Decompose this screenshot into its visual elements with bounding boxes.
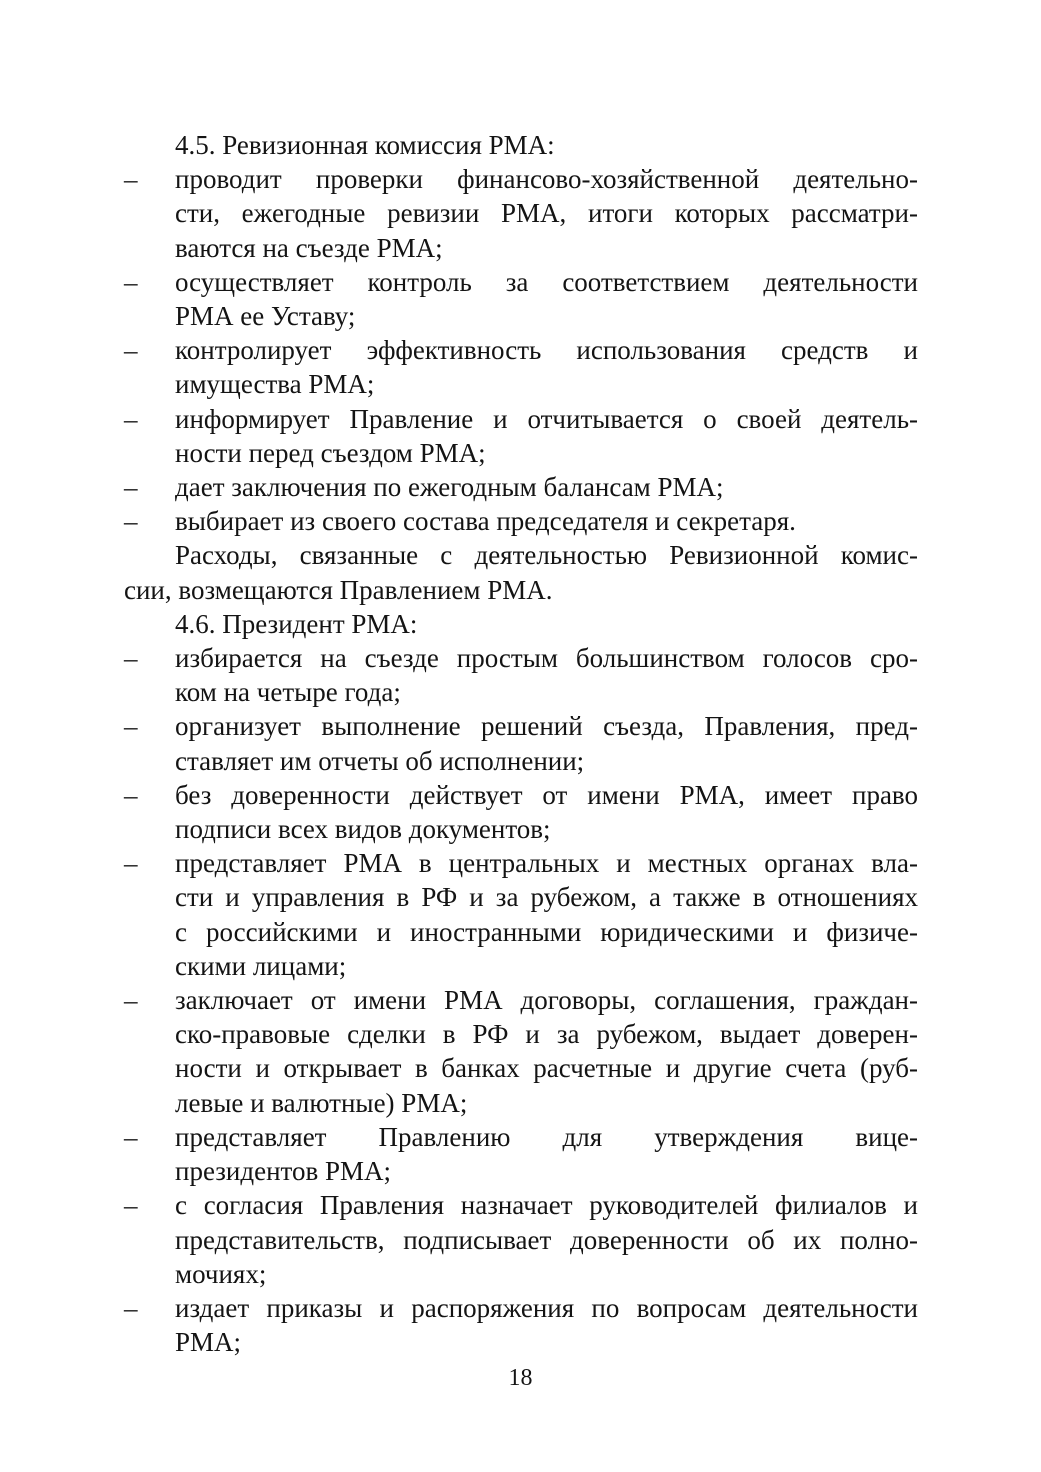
text-line: организует выполнение решений съезда, Правления, пред- bbox=[175, 711, 918, 742]
list-item-text bbox=[175, 470, 918, 504]
list-item bbox=[124, 846, 918, 983]
list-item bbox=[124, 641, 918, 709]
text-line: осуществляет контроль за соответствием деятельности bbox=[175, 266, 918, 297]
list-item bbox=[124, 1291, 918, 1359]
text-line: скими лицами; bbox=[175, 950, 347, 981]
list-item bbox=[124, 470, 918, 504]
text-line: представляет Правлению для утверждения вице- bbox=[175, 1121, 918, 1152]
text-line: президентов РМА; bbox=[175, 1156, 392, 1187]
text-line: Расходы, связанные с деятельностью Ревизионной комис- bbox=[175, 540, 918, 571]
text-line: РМА; bbox=[175, 1327, 242, 1358]
bullet-dash: – bbox=[124, 779, 138, 810]
text-line: сти, ежегодные ревизии РМА, итоги которых рассматри- bbox=[175, 198, 918, 229]
text-line: подписи всех видов документов; bbox=[175, 814, 551, 845]
list-item bbox=[124, 402, 918, 470]
list-item bbox=[124, 265, 918, 333]
text-line: представляет РМА в центральных и местных органах вла- bbox=[175, 848, 918, 879]
list-item-text bbox=[175, 504, 918, 538]
text-line: ности перед съездом РМА; bbox=[175, 437, 486, 468]
text-line: представительств, подписывает доверенности об их полно- bbox=[175, 1224, 918, 1255]
text-line: информирует Правление и отчитывается о своей деятель- bbox=[175, 403, 918, 434]
list-item bbox=[124, 504, 918, 538]
page-number: 18 bbox=[508, 1365, 533, 1391]
bullet-dash: – bbox=[124, 985, 138, 1016]
bullet-dash: – bbox=[124, 403, 138, 434]
text-line: ности и открывает в банках расчетные и другие счета (руб- bbox=[175, 1053, 918, 1084]
list-item bbox=[124, 1120, 918, 1188]
bullet-dash: – bbox=[124, 164, 138, 195]
text-line: РМА ее Уставу; bbox=[175, 301, 356, 332]
closing-paragraph bbox=[124, 538, 918, 606]
text-line: избирается на съезде простым большинством голосов сро- bbox=[175, 643, 918, 674]
bullet-dash: – bbox=[124, 266, 138, 297]
list-item-text bbox=[175, 709, 918, 777]
list-item-text bbox=[175, 641, 918, 709]
text-line: ком на четыре года; bbox=[175, 677, 401, 708]
bullet-dash: – bbox=[124, 506, 138, 537]
list-item bbox=[124, 162, 918, 265]
section-heading: 4.5. Ревизионная комиссия РМА: bbox=[175, 130, 555, 160]
text-line: мочиях; bbox=[175, 1258, 267, 1289]
list-item bbox=[124, 983, 918, 1120]
list-item-text bbox=[175, 1120, 918, 1188]
list-item-text bbox=[175, 846, 918, 983]
text-line: сти и управления в РФ и за рубежом, а также в отношениях bbox=[175, 882, 918, 913]
bullet-dash: – bbox=[124, 335, 138, 366]
list-item-text bbox=[175, 333, 918, 401]
list-item bbox=[124, 709, 918, 777]
text-line: контролирует эффективность использования средств и bbox=[175, 335, 918, 366]
text-line: с согласия Правления назначает руководителей филиалов и bbox=[175, 1190, 918, 1221]
text-line: дает заключения по ежегодным балансам РМА; bbox=[175, 472, 724, 503]
text-line: ваются на съезде РМА; bbox=[175, 232, 443, 263]
bullet-dash: – bbox=[124, 1190, 138, 1221]
text-line: сии, возмещаются Правлением РМА. bbox=[124, 574, 553, 605]
list-item-text bbox=[175, 778, 918, 846]
text-line: левые и валютные) РМА; bbox=[175, 1087, 468, 1118]
bullet-dash: – bbox=[124, 1292, 138, 1323]
text-line: без доверенности действует от имени РМА, имеет право bbox=[175, 779, 918, 810]
list-item-text bbox=[175, 162, 918, 265]
text-line: выбирает из своего состава председателя и секретаря. bbox=[175, 506, 796, 537]
text-line: ско-правовые сделки в РФ и за рубежом, выдает доверен- bbox=[175, 1019, 918, 1050]
text-line: имущества РМА; bbox=[175, 369, 375, 400]
list-item-text bbox=[175, 983, 918, 1120]
bullet-dash: – bbox=[124, 472, 138, 503]
bullet-dash: – bbox=[124, 1121, 138, 1152]
list-item bbox=[124, 1188, 918, 1291]
list-item-text bbox=[175, 402, 918, 470]
list-item-text bbox=[175, 1291, 918, 1359]
bullet-dash: – bbox=[124, 711, 138, 742]
list-item bbox=[124, 778, 918, 846]
list-item-text bbox=[175, 1188, 918, 1291]
text-line: ставляет им отчеты об исполнении; bbox=[175, 745, 585, 776]
list-item bbox=[124, 333, 918, 401]
text-line: проводит проверки финансово-хозяйственной деятельно- bbox=[175, 164, 918, 195]
bullet-dash: – bbox=[124, 848, 138, 879]
bullet-dash: – bbox=[124, 643, 138, 674]
text-line: издает приказы и распоряжения по вопросам деятельности bbox=[175, 1292, 918, 1323]
section-heading: 4.6. Президент РМА: bbox=[175, 608, 418, 639]
page-body bbox=[124, 128, 918, 1359]
text-line: с российскими и иностранными юридическими и физиче- bbox=[175, 916, 918, 947]
list-item-text bbox=[175, 265, 918, 333]
text-line: заключает от имени РМА договоры, соглашения, граждан- bbox=[175, 985, 918, 1016]
